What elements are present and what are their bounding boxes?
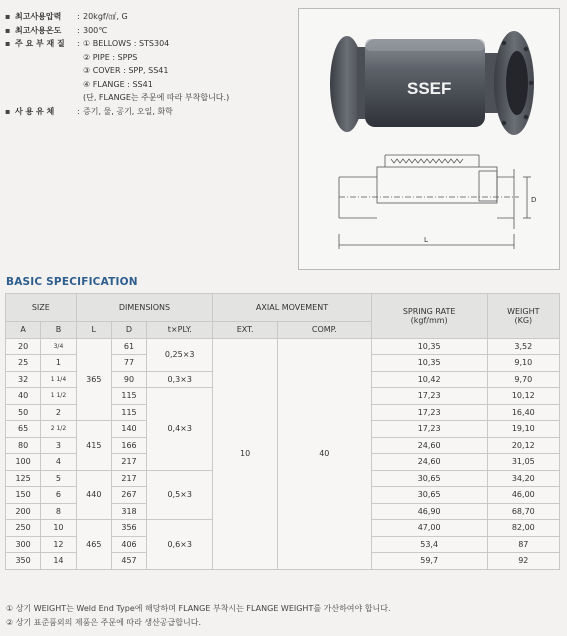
spec-max-temperature: ▪ 최고사용온도 : 300℃ xyxy=(5,24,295,38)
spec-value: 300℃ xyxy=(83,25,108,35)
table-row: 80 3 166 24,60 20,12 xyxy=(6,437,560,454)
product-figure xyxy=(298,8,560,270)
table-row: 25 1 77 10,35 9,10 xyxy=(6,355,560,372)
spec-material-cover: ③ COVER : SPP, SS41 xyxy=(83,66,169,75)
header-comp: COMP. xyxy=(277,322,371,339)
footnote: ② 상기 표준품외의 제품은 주문에 따라 생산공급합니다. xyxy=(6,617,201,627)
brand-logo: SSEF xyxy=(407,79,452,98)
l-cell: 365 xyxy=(76,338,111,421)
table-row: 32 1 1/4 90 0,3×3 10,42 9,70 xyxy=(6,371,560,388)
comp-cell: 40 xyxy=(277,338,371,569)
footnotes xyxy=(6,602,391,629)
bullet-icon: ▪ xyxy=(5,12,11,21)
table-row: 300 12 406 53,4 87 xyxy=(6,536,560,553)
header-axial-movement: AXIAL MOVEMENT xyxy=(213,294,371,322)
tply-cell: 0,5×3 xyxy=(147,470,213,520)
table-row: 125 5 440 217 0,5×3 30,65 34,20 xyxy=(6,470,560,487)
spec-list xyxy=(5,10,295,118)
header-weight: WEIGHT (KG) xyxy=(487,294,559,339)
header-size: SIZE xyxy=(6,294,77,322)
tply-cell: 0,4×3 xyxy=(147,388,213,471)
spec-fluids: ▪ 사 용 유 체 : 증기, 물, 공기, 오일, 화학 xyxy=(5,105,295,119)
table-row: 200 8 318 46,90 68,70 xyxy=(6,503,560,520)
table-row: 50 2 115 17,23 16,40 xyxy=(6,404,560,421)
spec-material-pipe: ② PIPE : SPPS xyxy=(83,52,138,62)
spec-label: 주 요 부 재 질 xyxy=(15,39,65,48)
header-dimensions: DIMENSIONS xyxy=(76,294,213,322)
spec-value: 증기, 물, 공기, 오일, 화학 xyxy=(83,106,173,116)
spec-value: 20kgf/㎠, G xyxy=(83,12,128,21)
table-row: 350 14 457 59,7 92 xyxy=(6,553,560,570)
header-a: A xyxy=(6,322,41,339)
spec-label: 최고사용온도 xyxy=(15,25,62,35)
l-cell: 465 xyxy=(76,520,111,570)
dimension-l-label: L xyxy=(424,236,428,244)
tply-cell: 0,3×3 xyxy=(147,371,213,388)
header-b: B xyxy=(41,322,76,339)
table-row: 250 10 465 356 0,6×3 47,00 82,00 xyxy=(6,520,560,537)
spec-label: 최고사용압력 xyxy=(15,12,62,21)
table-row: 150 6 267 30,65 46,00 xyxy=(6,487,560,504)
header-tply: t×PLY. xyxy=(147,322,213,339)
table-row: 20 3/4 365 61 0,25×3 10 40 10,35 3,52 xyxy=(6,338,560,355)
technical-drawing xyxy=(339,155,531,249)
spec-materials: ▪ 주 요 부 재 질 : ① BELLOWS : STS304 xyxy=(5,37,295,51)
specification-table xyxy=(5,293,560,570)
expansion-joint-illustration xyxy=(299,9,559,269)
header-l: L xyxy=(76,322,111,339)
header-spring-rate: SPRING RATE (kgf/mm) xyxy=(371,294,487,339)
l-cell: 440 xyxy=(76,470,111,520)
section-title: BASIC SPECIFICATION xyxy=(6,276,138,288)
l-cell: 415 xyxy=(76,421,111,471)
tply-cell: 0,25×3 xyxy=(147,338,213,371)
tply-cell: 0,6×3 xyxy=(147,520,213,570)
bullet-icon: ▪ xyxy=(5,106,11,116)
footnote: ① 상기 WEIGHT는 Weld End Type에 해당하며 FLANGE 부착시는 FLANGE WEIGHT를 가산하여야 합니다. xyxy=(6,604,391,613)
table-row: 100 4 217 24,60 31,05 xyxy=(6,454,560,471)
dimension-d-label: D xyxy=(531,196,537,204)
table-row: 40 1 1/2 115 0,4×3 17,23 10,12 xyxy=(6,388,560,405)
spec-material-flange: ④ FLANGE : SS41 xyxy=(83,79,153,89)
table-row: 65 2 1/2 415 140 17,23 19,10 xyxy=(6,421,560,438)
header-d: D xyxy=(111,322,146,339)
bullet-icon: ▪ xyxy=(5,25,11,35)
header-ext: EXT. xyxy=(213,322,278,339)
bullet-icon: ▪ xyxy=(5,39,11,48)
ext-cell: 10 xyxy=(213,338,278,569)
spec-value: ① BELLOWS : STS304 xyxy=(83,39,170,48)
right-flange xyxy=(485,31,534,135)
left-flange xyxy=(330,36,369,132)
spec-max-pressure: ▪ 최고사용압력 : 20kgf/㎠, G xyxy=(5,10,295,24)
spec-label: 사 용 유 체 xyxy=(15,106,55,116)
spec-flange-note: (단, FLANGE는 주문에 따라 부착합니다.) xyxy=(83,93,230,102)
